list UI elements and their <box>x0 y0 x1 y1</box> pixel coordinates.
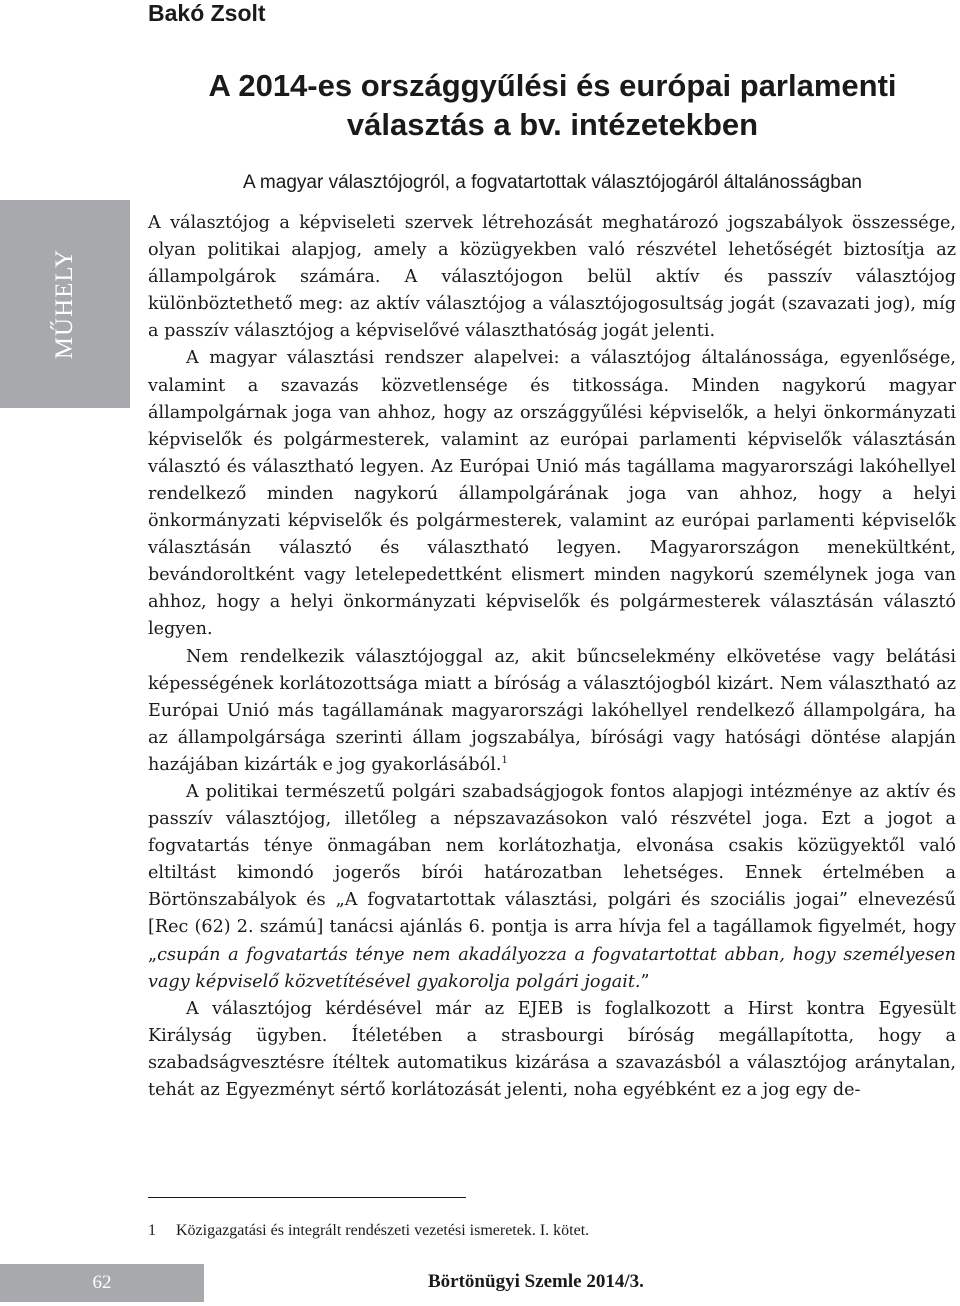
footnote-number: 1 <box>148 1222 156 1239</box>
paragraph-4-quote: csupán a fogvatartás ténye nem akadályozza a fogvatartottat abban, hogy személyesen vagy képviselő közvetítésével gyakorolja polgári jogait. <box>148 944 956 992</box>
paragraph-2: A magyar választási rendszer alapelvei: a választójog általánossága, egyenlősége, valamint a szavazás közvetlensége és titkossága. Minden nagykorú magyar állampolgárnak joga van ahhoz, hogy az országgyűlési képviselők, a helyi önkormányzati képviselők és polgármesterek, valamint az európai parlamenti képviselők választásán választó és választható legyen. Az Európai Unió más tagállama magyarországi lakóhellyel rendelkező minden nagykorú állampolgárának joga van ahhoz, hogy a helyi önkormányzati képviselők és polgármesterek, valamint az európai parlamenti képviselők választásán választó és választható legyen. Magyarországon menekültként, bevándoroltként vagy letelepedettként elismert minden nagykorú személynek joga van ahhoz, hogy a helyi önkormányzati képviselők és polgármesterek választásán választó legyen. <box>148 348 956 640</box>
paragraph-4-text: A politikai természetű polgári szabadságjogok fontos alapjogi intézménye az aktív és passzív választójog, illetőleg a népszavazásokon való részvétel joga. Ezt a jogot a fogvatartás ténye önmagában nem korlátozhatja, elvonása csakis közügyektől való eltiltást kimondó jogerős bírói határozatban lehetséges. Ennek értelmében a Börtönszabályok és „A fogvatartottak választási, polgári és szociális jogai” elnevezésű [Rec (62) 2. számú] tanácsi ajánlás 6. pontja is arra hívja fel a tagállamok figyelmét, hogy „ <box>148 781 956 965</box>
footnote <box>148 1222 956 1240</box>
paragraph-4-close-quote: ” <box>640 971 650 992</box>
footnote-divider <box>148 1197 466 1198</box>
footnote-reference[interactable]: 1 <box>501 755 508 767</box>
section-side-tab-label: MŰHELY <box>51 248 78 360</box>
article-title <box>150 66 955 144</box>
section-side-tab <box>0 200 130 408</box>
paragraph-3-text: Nem rendelkezik választójoggal az, akit bűncselekmény elkövetése vagy belátási képességének korlátozottsága miatt a bíróság a választójogból kizárt. Nem választható az Európai Unió más tagállamának magyarországi lakóhellyel rendelkező állampolgára, ha az állampolgársága szerinti állam jogszabálya, bírósági vagy hatósági döntése alapján hazájában kizárták e jog gyakorlásából. <box>148 646 956 775</box>
article-title-line-1: A 2014-es országgyűlési és európai parlamenti <box>208 68 897 103</box>
article-title-line-2: választás a bv. intézetekben <box>346 107 759 142</box>
page-number-bar <box>0 1264 204 1302</box>
article-body <box>148 210 956 1104</box>
section-subtitle: A magyar választójogról, a fogvatartottak választójogáról általánosságban <box>243 172 862 193</box>
paragraph-5: A választójog kérdésével már az EJEB is foglalkozott a Hirst kontra Egyesült Királyság ügyben. Ítéletében a strasbourgi bíróság megállapította, hogy a szabadságvesztésre ítéltek automatikus kizárása a szavazásból a választójog aránytalan, tehát az Egyezményt sértő korlátozását jelenti, noha egyébként ez a jog egy de- <box>148 998 956 1100</box>
footnote-text: Közigazgatási és integrált rendészeti vezetési ismeretek. I. kötet. <box>176 1222 590 1239</box>
journal-name: Börtönügyi Szemle 2014/3. <box>428 1271 644 1292</box>
paragraph-3 <box>148 644 956 779</box>
paragraph-4 <box>148 779 956 996</box>
page-number: 62 <box>92 1272 112 1293</box>
paragraph-1: A választójog a képviseleti szervek létrehozását meghatározó jogszabályok összessége, olyan politikai alapjog, amely a közügyekben való részvétel lehetőségét biztosítja az állampolgárok számára. A választójogon belül aktív és passzív választójog különböztethető meg: az aktív választójog a választójogosultság jogát (szavazati jog), míg a passzív választójog a képviselővé választhatóság jogát jelenti. <box>148 213 956 342</box>
author-name: Bakó Zsolt <box>148 0 266 26</box>
